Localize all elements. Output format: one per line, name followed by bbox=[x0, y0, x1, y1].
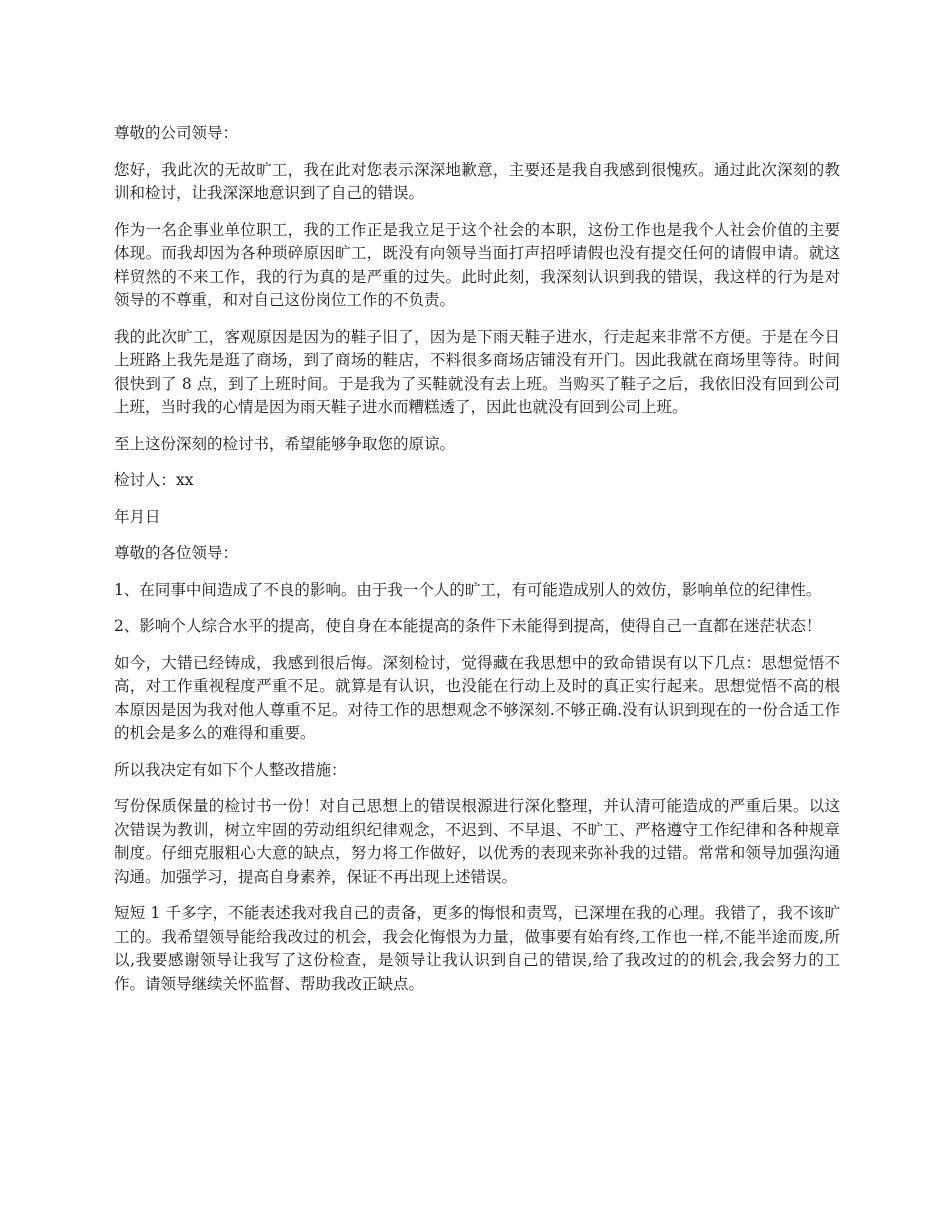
paragraph-measures-intro: 所以我决定有如下个人整改措施： bbox=[114, 760, 347, 779]
list-item-impact-2: 2、影响个人综合水平的提高，使自身在本能提高的条件下未能得到提高，使得自己一直都在迷茫状态！ bbox=[114, 617, 822, 635]
paragraph-job-responsibility: 作为一名企事业单位职工，我的工作正是我立足于这个社会的本职，这份工作也是我个人社会价值的主要体现。而我却因为各种琐碎原因旷工，既没有向领导当面打声招呼请假也没有提交任何的请假申请。就这样贸然的不来工作，我的行为真的是严重的过失。此时此刻，我深刻认识到我的错误，我这样的行为是对领导的不尊重，和对自己这份岗位工作的不负责。 bbox=[114, 220, 840, 309]
paragraph-conclusion: 短短 1 千多字，不能表述我对我自己的责备，更多的悔恨和责骂，已深埋在我的心理。我错了，我不该旷工的。我希望领导能给我改过的机会，我会化悔恨为力量，做事要有始有终,工作也一样,不能半途而废,所以,我要感谢领导让我写了这份检查，是领导让我认识到自己的错误,给了我改过的的机会,我会努力的工作。请领导继续关怀监督、帮助我改正缺点。 bbox=[114, 904, 840, 993]
salutation-all-leaders: 尊敬的各位领导： bbox=[114, 544, 239, 562]
paragraph-reflection: 如今，大错已经铸成，我感到很后悔。深刻检讨，觉得藏在我思想中的致命错误有以下几点：思想觉悟不高，对工作重视程度严重不足。就算是有认识，也没能在行动上及时的真正实行起来。思想觉悟不高的根本原因是因为我对他人尊重不足。对待工作的思想观念不够深刻.不够正确.没有认识到现在的一份合适工作的机会是多么的难得和重要。 bbox=[114, 653, 840, 742]
paragraph-absence-reason: 我的此次旷工，客观原因是因为的鞋子旧了，因为是下雨天鞋子进水，行走起来非常不方便。于是在今日上班路上我先是逛了商场，到了商场的鞋店，不料很多商场店铺没有开门。因此我就在商场里等待。时间很快到了 8 点，到了上班时间。于是我为了买鞋就没有去上班。当购买了鞋子之后，我依旧没有回到公司上班，当时我的心情是因为雨天鞋子进水而糟糕透了，因此也就没有回到公司上班。 bbox=[114, 327, 840, 416]
paragraph-closing-request: 至上这份深刻的检讨书，希望能够争取您的原谅。 bbox=[114, 434, 456, 453]
list-item-impact-1: 1、在同事中间造成了不良的影响。由于我一个人的旷工，有可能造成别人的效仿，影响单位的纪律性。 bbox=[114, 580, 822, 599]
signature-line: 检讨人：xx bbox=[114, 471, 194, 489]
date-line: 年月日 bbox=[114, 507, 161, 526]
paragraph-measures: 写份保质保量的检讨书一份！对自己思想上的错误根源进行深化整理，并认清可能造成的严重后果。以这次错误为教训，树立牢固的劳动组织纪律观念，不迟到、不早退、不旷工、严格遵守工作纪律和各种规章制度。仔细克服粗心大意的缺点，努力将工作做好，以优秀的表现来弥补我的过错。常常和领导加强沟通沟通。加强学习，提高自身素养，保证不再出现上述错误。 bbox=[114, 797, 840, 886]
paragraph-apology: 您好，我此次的无故旷工，我在此对您表示深深地歉意，主要还是我自我感到很愧疚。通过此次深刻的教训和检讨，让我深深地意识到了自己的错误。 bbox=[114, 160, 840, 202]
salutation-company-leaders: 尊敬的公司领导： bbox=[114, 124, 239, 142]
document-body bbox=[114, 122, 840, 1009]
